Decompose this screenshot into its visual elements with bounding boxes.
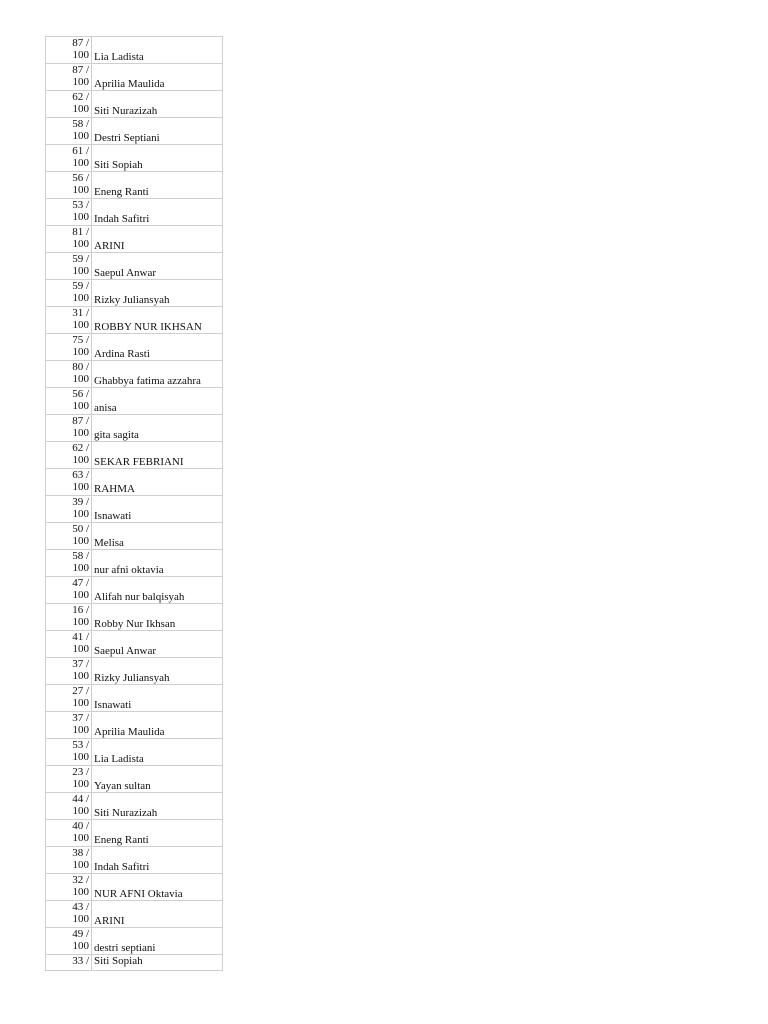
table-row bbox=[46, 442, 223, 469]
score-table bbox=[45, 36, 223, 971]
student-name: Alifah nur balqisyah bbox=[92, 577, 223, 604]
score-cell bbox=[46, 766, 92, 793]
table-row bbox=[46, 577, 223, 604]
table-row bbox=[46, 388, 223, 415]
score-value: 61 / bbox=[72, 145, 89, 157]
score-value: 47 / bbox=[72, 577, 89, 589]
score-total: 100 bbox=[72, 589, 89, 601]
student-name: Isnawati bbox=[92, 496, 223, 523]
score-value: 39 / bbox=[72, 496, 89, 508]
score-cell bbox=[46, 145, 92, 172]
score-cell bbox=[46, 442, 92, 469]
student-name: Robby Nur Ikhsan bbox=[92, 604, 223, 631]
score-cell bbox=[46, 658, 92, 685]
student-name: Siti Sopiah bbox=[92, 145, 223, 172]
table-row bbox=[46, 91, 223, 118]
table-row bbox=[46, 955, 223, 971]
student-name: Indah Safitri bbox=[92, 199, 223, 226]
score-total: 100 bbox=[72, 157, 89, 169]
score-total: 100 bbox=[72, 751, 89, 763]
table-row bbox=[46, 550, 223, 577]
score-cell bbox=[46, 253, 92, 280]
table-row bbox=[46, 847, 223, 874]
score-total: 100 bbox=[72, 427, 89, 439]
score-value: 81 / bbox=[72, 226, 89, 238]
student-name: Rizky Juliansyah bbox=[92, 658, 223, 685]
table-row bbox=[46, 361, 223, 388]
score-value: 59 / bbox=[72, 253, 89, 265]
score-total: 100 bbox=[72, 562, 89, 574]
score-total: 100 bbox=[72, 130, 89, 142]
score-value: 58 / bbox=[72, 118, 89, 130]
score-table-body bbox=[46, 37, 223, 971]
score-total: 100 bbox=[72, 184, 89, 196]
table-row bbox=[46, 766, 223, 793]
score-cell bbox=[46, 280, 92, 307]
score-value: 56 / bbox=[72, 388, 89, 400]
score-cell bbox=[46, 739, 92, 766]
score-total: 100 bbox=[72, 697, 89, 709]
score-total: 100 bbox=[72, 886, 89, 898]
student-name: Lia Ladista bbox=[92, 739, 223, 766]
score-total: 100 bbox=[72, 832, 89, 844]
table-row bbox=[46, 226, 223, 253]
table-row bbox=[46, 145, 223, 172]
student-name: Siti Nurazizah bbox=[92, 91, 223, 118]
score-cell bbox=[46, 64, 92, 91]
score-value: 27 / bbox=[72, 685, 89, 697]
score-total: 100 bbox=[72, 535, 89, 547]
score-value: 50 / bbox=[72, 523, 89, 535]
score-cell bbox=[46, 847, 92, 874]
score-value: 31 / bbox=[72, 307, 89, 319]
score-total: 100 bbox=[72, 481, 89, 493]
score-total: 100 bbox=[72, 616, 89, 628]
score-cell bbox=[46, 199, 92, 226]
score-value: 75 / bbox=[72, 334, 89, 346]
score-total: 100 bbox=[72, 913, 89, 925]
student-name: Melisa bbox=[92, 523, 223, 550]
student-name: anisa bbox=[92, 388, 223, 415]
student-name: Siti Sopiah bbox=[92, 955, 223, 971]
score-cell bbox=[46, 415, 92, 442]
score-cell bbox=[46, 712, 92, 739]
score-value: 32 / bbox=[72, 874, 89, 886]
score-cell bbox=[46, 523, 92, 550]
table-row bbox=[46, 901, 223, 928]
score-cell bbox=[46, 496, 92, 523]
score-cell bbox=[46, 793, 92, 820]
table-row bbox=[46, 469, 223, 496]
table-row bbox=[46, 523, 223, 550]
score-cell bbox=[46, 631, 92, 658]
student-name: Eneng Ranti bbox=[92, 172, 223, 199]
score-value: 37 / bbox=[72, 658, 89, 670]
table-row bbox=[46, 739, 223, 766]
score-total: 100 bbox=[72, 373, 89, 385]
table-row bbox=[46, 928, 223, 955]
student-name: Yayan sultan bbox=[92, 766, 223, 793]
score-value: 87 / bbox=[72, 37, 89, 49]
score-cell bbox=[46, 388, 92, 415]
score-cell bbox=[46, 361, 92, 388]
student-name: Aprilia Maulida bbox=[92, 712, 223, 739]
student-name: ARINI bbox=[92, 226, 223, 253]
score-total: 100 bbox=[72, 103, 89, 115]
score-total: 100 bbox=[72, 211, 89, 223]
student-name: Eneng Ranti bbox=[92, 820, 223, 847]
score-total: 100 bbox=[72, 400, 89, 412]
score-cell bbox=[46, 874, 92, 901]
score-cell bbox=[46, 307, 92, 334]
score-cell bbox=[46, 226, 92, 253]
student-name: NUR AFNI Oktavia bbox=[92, 874, 223, 901]
table-row bbox=[46, 172, 223, 199]
score-value: 53 / bbox=[72, 739, 89, 751]
student-name: Rizky Juliansyah bbox=[92, 280, 223, 307]
student-name: Indah Safitri bbox=[92, 847, 223, 874]
score-value: 80 / bbox=[72, 361, 89, 373]
score-cell bbox=[46, 37, 92, 64]
score-value: 58 / bbox=[72, 550, 89, 562]
score-cell bbox=[46, 91, 92, 118]
score-value: 56 / bbox=[72, 172, 89, 184]
student-name: nur afni oktavia bbox=[92, 550, 223, 577]
student-name: Ghabbya fatima azzahra bbox=[92, 361, 223, 388]
score-total: 100 bbox=[72, 346, 89, 358]
table-row bbox=[46, 64, 223, 91]
student-name: ROBBY NUR IKHSAN bbox=[92, 307, 223, 334]
student-name: Isnawati bbox=[92, 685, 223, 712]
score-total: 100 bbox=[72, 805, 89, 817]
score-value: 23 / bbox=[72, 766, 89, 778]
score-total: 100 bbox=[72, 319, 89, 331]
student-name: Destri Septiani bbox=[92, 118, 223, 145]
student-name: destri septiani bbox=[92, 928, 223, 955]
student-name: Lia Ladista bbox=[92, 37, 223, 64]
score-value: 16 / bbox=[72, 604, 89, 616]
score-total: 100 bbox=[72, 265, 89, 277]
score-value: 43 / bbox=[72, 901, 89, 913]
student-name: Saepul Anwar bbox=[92, 631, 223, 658]
score-value: 62 / bbox=[72, 442, 89, 454]
table-row bbox=[46, 415, 223, 442]
table-row bbox=[46, 280, 223, 307]
table-row bbox=[46, 685, 223, 712]
table-row bbox=[46, 604, 223, 631]
student-name: ARINI bbox=[92, 901, 223, 928]
score-total: 100 bbox=[72, 238, 89, 250]
score-total: 100 bbox=[72, 454, 89, 466]
score-value: 53 / bbox=[72, 199, 89, 211]
table-row bbox=[46, 631, 223, 658]
score-cell bbox=[46, 469, 92, 496]
score-cell bbox=[46, 334, 92, 361]
score-cell bbox=[46, 820, 92, 847]
score-value: 87 / bbox=[72, 64, 89, 76]
table-row bbox=[46, 334, 223, 361]
score-total: 100 bbox=[72, 292, 89, 304]
score-total: 100 bbox=[72, 778, 89, 790]
score-total: 100 bbox=[72, 508, 89, 520]
score-value: 63 / bbox=[72, 469, 89, 481]
score-value: 38 / bbox=[72, 847, 89, 859]
score-total: 100 bbox=[72, 940, 89, 952]
score-cell bbox=[46, 550, 92, 577]
score-cell bbox=[46, 955, 92, 971]
score-total: 100 bbox=[72, 643, 89, 655]
score-cell bbox=[46, 577, 92, 604]
score-cell bbox=[46, 685, 92, 712]
score-cell bbox=[46, 118, 92, 145]
score-value: 59 / bbox=[72, 280, 89, 292]
table-row bbox=[46, 820, 223, 847]
student-name: Aprilia Maulida bbox=[92, 64, 223, 91]
table-row bbox=[46, 658, 223, 685]
student-name: gita sagita bbox=[92, 415, 223, 442]
score-value: 37 / bbox=[72, 712, 89, 724]
table-row bbox=[46, 199, 223, 226]
student-name: RAHMA bbox=[92, 469, 223, 496]
score-value: 44 / bbox=[72, 793, 89, 805]
student-name: Saepul Anwar bbox=[92, 253, 223, 280]
table-row bbox=[46, 307, 223, 334]
student-name: Siti Nurazizah bbox=[92, 793, 223, 820]
score-total: 100 bbox=[72, 49, 89, 61]
score-value: 62 / bbox=[72, 91, 89, 103]
score-value: 49 / bbox=[72, 928, 89, 940]
score-total: 100 bbox=[72, 76, 89, 88]
score-value: 33 / bbox=[72, 955, 89, 967]
score-cell bbox=[46, 928, 92, 955]
student-name: SEKAR FEBRIANI bbox=[92, 442, 223, 469]
table-row bbox=[46, 37, 223, 64]
score-cell bbox=[46, 172, 92, 199]
score-value: 87 / bbox=[72, 415, 89, 427]
table-row bbox=[46, 793, 223, 820]
score-value: 41 / bbox=[72, 631, 89, 643]
score-cell bbox=[46, 901, 92, 928]
table-row bbox=[46, 712, 223, 739]
score-value: 40 / bbox=[72, 820, 89, 832]
score-total: 100 bbox=[72, 670, 89, 682]
table-row bbox=[46, 253, 223, 280]
score-cell bbox=[46, 604, 92, 631]
table-row bbox=[46, 118, 223, 145]
score-total: 100 bbox=[72, 724, 89, 736]
student-name: Ardina Rasti bbox=[92, 334, 223, 361]
score-total: 100 bbox=[72, 859, 89, 871]
table-row bbox=[46, 874, 223, 901]
table-row bbox=[46, 496, 223, 523]
